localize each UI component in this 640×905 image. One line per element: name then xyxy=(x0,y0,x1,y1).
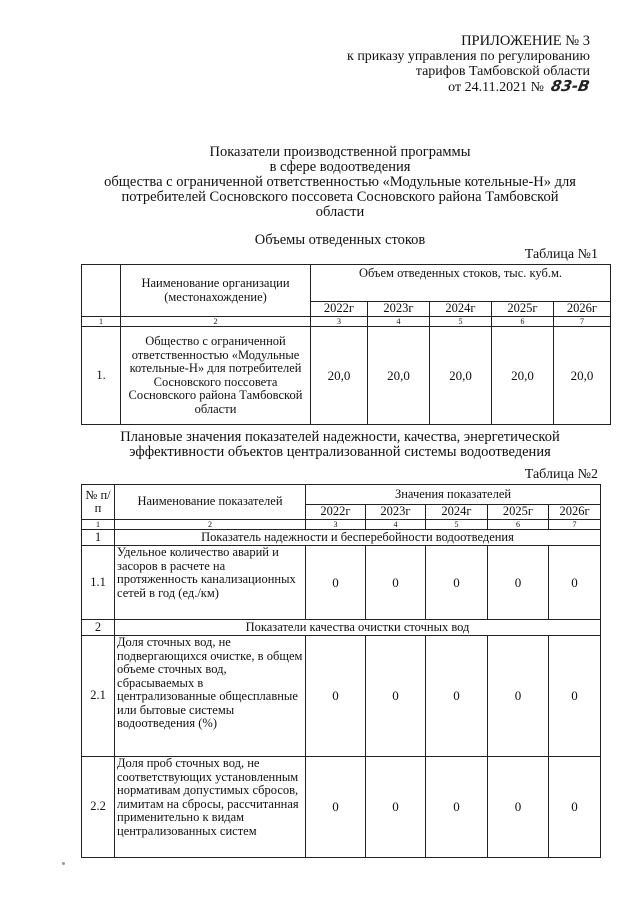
table-indicators xyxy=(81,484,601,858)
table1-row-org: Общество с ограниченной ответственностью «Модульные котельные-Н» для потребителей Сосновского поссовета Сосновского района Тамбовской области xyxy=(121,327,311,425)
order-date-line xyxy=(300,79,590,95)
table1-index: 3 xyxy=(311,317,368,327)
table2-section-title: Показатели качества очистки сточных вод xyxy=(115,620,601,636)
table2-row-num: 1.1 xyxy=(82,546,115,620)
table1-index: 5 xyxy=(430,317,492,327)
table2-header-name: Наименование показателей xyxy=(115,485,306,520)
table2-header-num: № п/п xyxy=(82,485,115,520)
table2-index: 2 xyxy=(115,520,306,530)
section2-title-line-2: эффективности объектов централизованной системы водоотведения xyxy=(129,444,551,460)
table1-index: 4 xyxy=(368,317,430,327)
table1-year: 2026г xyxy=(554,302,611,317)
table2-value: 0 xyxy=(426,636,488,757)
title-line-3: общества с ограниченной ответственностью «Модульные котельные-Н» для xyxy=(104,174,576,190)
table1-header-volume: Объем отведенных стоков, тыс. куб.м. xyxy=(311,265,611,302)
table2-header-values: Значения показателей xyxy=(306,485,601,505)
table2-value: 0 xyxy=(426,546,488,620)
order-line-2: тарифов Тамбовской области xyxy=(415,64,590,79)
appendix-title: ПРИЛОЖЕНИЕ № 3 xyxy=(461,33,590,49)
table2-index: 3 xyxy=(306,520,366,530)
table2-value: 0 xyxy=(549,546,601,620)
table2-value: 0 xyxy=(488,546,549,620)
section1-title: Объемы отведенных стоков xyxy=(254,232,426,248)
table-row xyxy=(82,636,601,757)
table2-section-num: 1 xyxy=(82,530,115,546)
section2-title-line-1: Плановые значения показателей надежности, качества, энергетической xyxy=(120,429,560,445)
table1-index: 2 xyxy=(121,317,311,327)
table1-index: 1 xyxy=(82,317,121,327)
table2-value: 0 xyxy=(549,636,601,757)
order-date: от 24.11.2021 № xyxy=(448,80,544,95)
table1-label: Таблица №1 xyxy=(524,247,598,262)
table2-index: 7 xyxy=(549,520,601,530)
table-section-row xyxy=(82,620,601,636)
table2-index: 6 xyxy=(488,520,549,530)
table1-row-num: 1. xyxy=(82,327,121,425)
table2-row-name: Доля проб сточных вод, не соответствующих установленным нормативам допустимых сбросов, лимитам на сбросы, рассчитанная применительно к видам централизованных систем xyxy=(115,757,306,858)
table2-index: 4 xyxy=(366,520,426,530)
table2-row-num: 2.2 xyxy=(82,757,115,858)
table2-section-num: 2 xyxy=(82,620,115,636)
table-row xyxy=(82,546,601,620)
table2-value: 0 xyxy=(366,546,426,620)
table1-value: 20,0 xyxy=(492,327,554,425)
table1-index: 7 xyxy=(554,317,611,327)
table2-section-title: Показатель надежности и бесперебойности водоотведения xyxy=(115,530,601,546)
table1-year: 2025г xyxy=(492,302,554,317)
table1-year: 2024г xyxy=(430,302,492,317)
table-row xyxy=(82,757,601,858)
table2-value: 0 xyxy=(549,757,601,858)
table2-index: 5 xyxy=(426,520,488,530)
title-line-4: потребителей Сосновского поссовета Сосновского района Тамбовской xyxy=(121,189,559,205)
table2-value: 0 xyxy=(306,757,366,858)
table2-value: 0 xyxy=(306,636,366,757)
approval-header xyxy=(300,34,590,95)
table-row xyxy=(82,327,611,425)
handwritten-order-number: 83-В xyxy=(549,77,592,95)
table1-year: 2022г xyxy=(311,302,368,317)
table2-value: 0 xyxy=(426,757,488,858)
table1-header-org: Наименование организации (местонахождение) xyxy=(121,265,311,317)
table2-row-num: 2.1 xyxy=(82,636,115,757)
title-line-2: в сфере водоотведения xyxy=(269,159,411,175)
table-volumes xyxy=(81,264,611,425)
table1-value: 20,0 xyxy=(430,327,492,425)
table1-year: 2023г xyxy=(368,302,430,317)
table2-index: 1 xyxy=(82,520,115,530)
table2-year: 2025г xyxy=(488,505,549,520)
table2-year: 2022г xyxy=(306,505,366,520)
title-line-1: Показатели производственной программы xyxy=(209,144,471,160)
table1-corner-cell xyxy=(82,265,121,317)
table1-value: 20,0 xyxy=(554,327,611,425)
table2-row-name: Удельное количество аварий и засоров в расчете на протяженность канализационных сетей в год (ед./км) xyxy=(115,546,306,620)
table1-value: 20,0 xyxy=(368,327,430,425)
order-line-1: к приказу управления по регулированию xyxy=(347,49,590,64)
table-section-row xyxy=(82,530,601,546)
title-line-5: области xyxy=(315,204,365,220)
document-title xyxy=(80,145,600,220)
table2-year: 2026г xyxy=(549,505,601,520)
table2-value: 0 xyxy=(306,546,366,620)
table2-value: 0 xyxy=(366,757,426,858)
table2-row-name: Доля сточных вод, не подвергающихся очистке, в общем объеме сточных вод, сбрасываемых в централизованные общесплавные или бытовые системы водоотведения (%) xyxy=(115,636,306,757)
table2-value: 0 xyxy=(366,636,426,757)
table2-value: 0 xyxy=(488,636,549,757)
table2-year: 2023г xyxy=(366,505,426,520)
table2-value: 0 xyxy=(488,757,549,858)
table1-index: 6 xyxy=(492,317,554,327)
scan-speck xyxy=(62,862,65,865)
table2-year: 2024г xyxy=(426,505,488,520)
table1-value: 20,0 xyxy=(311,327,368,425)
table2-label: Таблица №2 xyxy=(524,467,598,482)
section2-title xyxy=(80,430,600,460)
